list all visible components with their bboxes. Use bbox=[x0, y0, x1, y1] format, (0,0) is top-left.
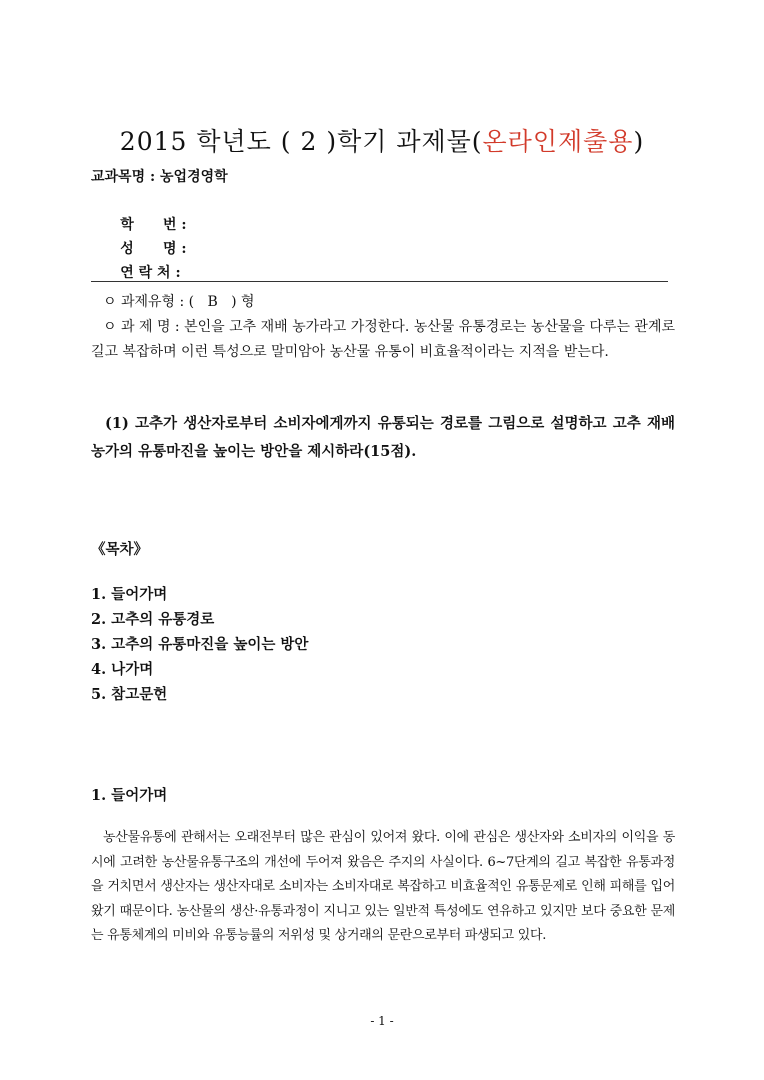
section-heading: 1. 들어가며 bbox=[91, 787, 168, 804]
title-end: ) bbox=[633, 127, 645, 156]
toc-heading: 《목차》 bbox=[91, 541, 149, 558]
assignment-block bbox=[91, 290, 675, 365]
section-body: 농산물유통에 관해서는 오래전부터 많은 관심이 있어져 왔다. 이에 관심은 생산자와 소비자의 이익을 동시에 고려한 농산물유통구조의 개선에 두어져 왔음은 주지의 사실이다. 6~7단계의 길고 복잡한 유통과정을 거치면서 생산자는 생산자대로 소비자는 소비자대로 복잡하고 비효율적인 유통문제로 인해 피해를 입어왔기 때문이다. 농산물의 생산·유통과정이 지니고 있는 일반적 특성에도 연유하고 있지만 보다 중요한 문제는 유통체계의 미비와 유통능률의 저위성 및 상거래의 문란으로부터 파생되고 있다. bbox=[91, 830, 675, 943]
toc-item: 2. 고추의 유통경로 bbox=[91, 611, 215, 628]
student-id-label: 학 번 : bbox=[120, 217, 187, 233]
title-accent: 온라인제출용 bbox=[482, 127, 634, 156]
student-id-row bbox=[91, 189, 228, 233]
subject-label: 교과목명 : bbox=[91, 169, 156, 185]
toc-item: 5. 참고문헌 bbox=[91, 686, 168, 703]
page-number: - 1 - bbox=[370, 1014, 394, 1028]
table-of-contents bbox=[91, 582, 308, 707]
name-label: 성 명 : bbox=[120, 241, 187, 257]
assignment-topic: ㅇ 과 제 명 : 본인을 고추 재배 농가라고 가정한다. 농산물 유통경로는 농산물을 다루는 관계로 길고 복잡하며 이런 특성으로 말미암아 농산물 유통이 비효율적이라는 지적을 받는다. bbox=[91, 319, 675, 360]
document-title bbox=[0, 122, 764, 158]
toc-item: 1. 들어가며 bbox=[91, 586, 168, 603]
assignment-question: (1) 고추가 생산자로부터 소비자에게까지 유통되는 경로를 그림으로 설명하고 고추 재배농가의 유통마진을 높이는 방안을 제시하라(15점). bbox=[91, 415, 675, 460]
divider-line bbox=[91, 281, 668, 282]
toc-item: 4. 나가며 bbox=[91, 661, 154, 678]
subject-value: 농업경영학 bbox=[160, 169, 228, 185]
contact-label: 연 락 처 : bbox=[120, 265, 181, 281]
title-main: 2015 학년도 ( 2 )학기 과제물( bbox=[119, 127, 483, 156]
assignment-type: ㅇ 과제유형 : ( B ) 형 bbox=[103, 294, 255, 310]
toc-item: 3. 고추의 유통마진을 높이는 방안 bbox=[91, 636, 309, 653]
subject-row bbox=[91, 165, 228, 189]
student-info bbox=[91, 165, 228, 281]
